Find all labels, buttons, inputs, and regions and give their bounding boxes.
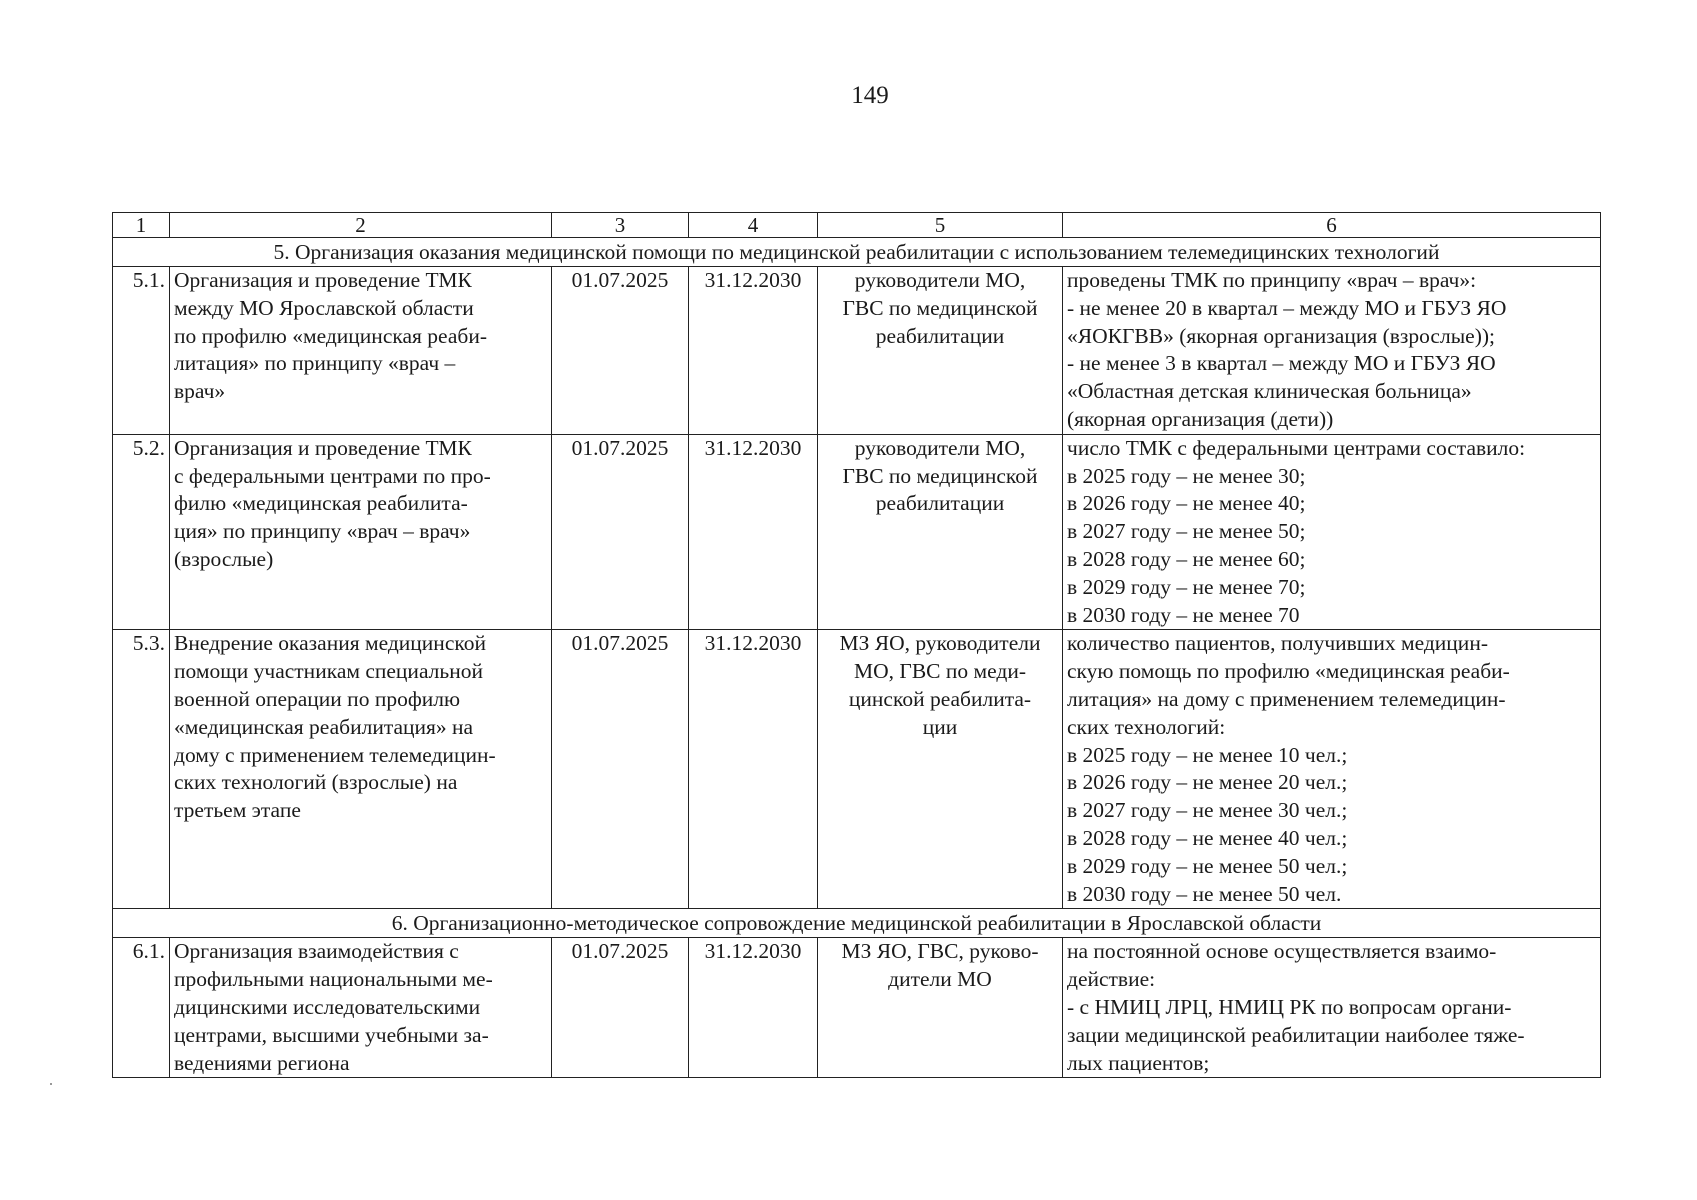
column-header: 1 (113, 213, 170, 238)
result-cell-line: в 2029 году – не менее 50 чел.; (1067, 853, 1348, 878)
activity-cell (170, 434, 552, 630)
activity-cell-line: «медицинская реабилитация» на (174, 714, 474, 739)
responsible-cell-line: МЗ ЯО, ГВС, руково- (841, 939, 1039, 964)
activity-cell-line: Организация и проведение ТМК (174, 268, 472, 292)
responsible-cell (818, 267, 1063, 435)
activity-cell (170, 630, 552, 909)
result-cell-line: ских технологий: (1067, 714, 1226, 739)
activity-cell-line: центрами, высшими учебными за- (174, 1022, 489, 1047)
result-cell-line: действие: (1067, 967, 1156, 992)
activity-cell-line: (взрослые) (174, 546, 274, 571)
row-number-cell: 6.1. (113, 938, 170, 1078)
responsible-cell-line: ГВС по медицинской (842, 463, 1038, 488)
result-cell-line: (якорная организация (дети)) (1067, 406, 1334, 431)
end-date-cell: 31.12.2030 (689, 267, 818, 435)
table-row (113, 630, 1601, 909)
activity-cell-line: литация» по принципу «врач – (174, 351, 456, 376)
activity-cell-line: ведениями региона (174, 1050, 350, 1075)
table-row (113, 267, 1601, 435)
page-number: 149 (851, 82, 889, 109)
result-cell (1063, 434, 1601, 630)
activity-cell-line: профильными национальными ме- (174, 967, 493, 992)
start-date-cell: 01.07.2025 (552, 630, 689, 909)
activity-cell-line: врач» (174, 379, 226, 404)
activity-cell-line: ция» по принципу «врач – врач» (174, 519, 471, 544)
column-header: 5 (818, 213, 1063, 238)
result-cell-line: в 2026 году – не менее 20 чел.; (1067, 770, 1348, 795)
result-cell-line: - не менее 20 в квартал – между МО и ГБУЗ ЯО (1067, 295, 1507, 320)
section-row (113, 238, 1601, 267)
responsible-cell-line: реабилитации (875, 491, 1005, 516)
responsible-cell-line: реабилитации (875, 323, 1005, 348)
activity-cell-line: помощи участникам специальной (174, 659, 483, 684)
activity-cell-line: Внедрение оказания медицинской (174, 631, 486, 656)
result-cell-line: в 2030 году – не менее 50 чел. (1067, 881, 1342, 906)
row-number-cell: 5.3. (113, 630, 170, 909)
end-date-cell: 31.12.2030 (689, 434, 818, 630)
result-cell-line: в 2027 году – не менее 50; (1067, 519, 1306, 544)
measures-table (112, 212, 1601, 1078)
result-cell-line: лых пациентов; (1067, 1050, 1210, 1075)
result-cell (1063, 630, 1601, 909)
activity-cell-line: с федеральными центрами по про- (174, 463, 491, 488)
column-header: 4 (689, 213, 818, 238)
result-cell-line: в 2029 году – не менее 70; (1067, 574, 1306, 599)
activity-cell-line: по профилю «медицинская реаби- (174, 323, 487, 348)
row-number-cell: 5.2. (113, 434, 170, 630)
column-header: 3 (552, 213, 689, 238)
result-cell (1063, 938, 1601, 1078)
result-cell-line: в 2027 году – не менее 30 чел.; (1067, 798, 1348, 823)
responsible-cell-line: руководители МО, (854, 435, 1026, 460)
scan-speck (50, 1083, 52, 1085)
result-cell (1063, 267, 1601, 435)
column-header: 6 (1063, 213, 1601, 238)
result-cell-line: - не менее 3 в квартал – между МО и ГБУЗ ЯО (1067, 351, 1496, 376)
responsible-cell-line: цинской реабилита- (848, 686, 1032, 711)
result-cell-line: на постоянной основе осуществляется взаимо- (1067, 939, 1497, 964)
responsible-cell-line: руководители МО, (854, 268, 1026, 292)
responsible-cell (818, 938, 1063, 1078)
result-cell-line: в 2026 году – не менее 40; (1067, 491, 1306, 516)
activity-cell-line: Организация и проведение ТМК (174, 435, 472, 460)
result-cell-line: в 2028 году – не менее 60; (1067, 546, 1306, 571)
result-cell-line: число ТМК с федеральными центрами составило: (1067, 435, 1526, 460)
activity-cell (170, 267, 552, 435)
activity-cell-line: Организация взаимодействия с (174, 939, 459, 964)
column-header: 2 (170, 213, 552, 238)
result-cell-line: в 2028 году – не менее 40 чел.; (1067, 825, 1348, 850)
responsible-cell-line: МО, ГВС по меди- (854, 659, 1026, 684)
result-cell-line: количество пациентов, получивших медицин- (1067, 631, 1488, 656)
section-row (113, 909, 1601, 938)
activity-cell (170, 938, 552, 1078)
end-date-cell: 31.12.2030 (689, 938, 818, 1078)
responsible-cell-line: ции (922, 714, 958, 739)
responsible-cell-line: ГВС по медицинской (842, 295, 1038, 320)
activity-cell-line: дицинскими исследовательскими (174, 994, 481, 1019)
table-body (113, 213, 1601, 1078)
end-date-cell: 31.12.2030 (689, 630, 818, 909)
result-cell-line: в 2025 году – не менее 30; (1067, 463, 1306, 488)
result-cell-line: «ЯОКГВВ» (якорная организация (взрослые)); (1067, 323, 1495, 348)
result-cell-line: зации медицинской реабилитации наиболее тяже- (1067, 1022, 1525, 1047)
activity-cell-line: дому с применением телемедицин- (174, 742, 496, 767)
start-date-cell: 01.07.2025 (552, 267, 689, 435)
activity-cell-line: ских технологий (взрослые) на (174, 770, 458, 795)
responsible-cell (818, 630, 1063, 909)
responsible-cell (818, 434, 1063, 630)
section-title: 5. Организация оказания медицинской помощи по медицинской реабилитации с использованием телемедицинских технологий (113, 238, 1601, 267)
start-date-cell: 01.07.2025 (552, 434, 689, 630)
section-title: 6. Организационно-методическое сопровождение медицинской реабилитации в Ярославской области (113, 909, 1601, 938)
column-header-row (113, 213, 1601, 238)
result-cell-line: литация» на дому с применением телемедицин- (1067, 686, 1506, 711)
result-cell-line: - с НМИЦ ЛРЦ, НМИЦ РК по вопросам органи- (1067, 994, 1512, 1019)
responsible-cell-line: дители МО (888, 967, 992, 992)
result-cell-line: в 2030 году – не менее 70 (1067, 602, 1300, 627)
table-row (113, 434, 1601, 630)
activity-cell-line: между МО Ярославской области (174, 295, 474, 320)
responsible-cell-line: МЗ ЯО, руководители (839, 631, 1041, 656)
activity-cell-line: филю «медицинская реабилита- (174, 491, 468, 516)
result-cell-line: проведены ТМК по принципу «врач – врач»: (1067, 268, 1477, 292)
result-cell-line: скую помощь по профилю «медицинская реаби- (1067, 659, 1510, 684)
activity-cell-line: третьем этапе (174, 798, 301, 823)
start-date-cell: 01.07.2025 (552, 938, 689, 1078)
table-row (113, 938, 1601, 1078)
activity-cell-line: военной операции по профилю (174, 686, 461, 711)
result-cell-line: «Областная детская клиническая больница» (1067, 379, 1472, 404)
row-number-cell: 5.1. (113, 267, 170, 435)
result-cell-line: в 2025 году – не менее 10 чел.; (1067, 742, 1348, 767)
